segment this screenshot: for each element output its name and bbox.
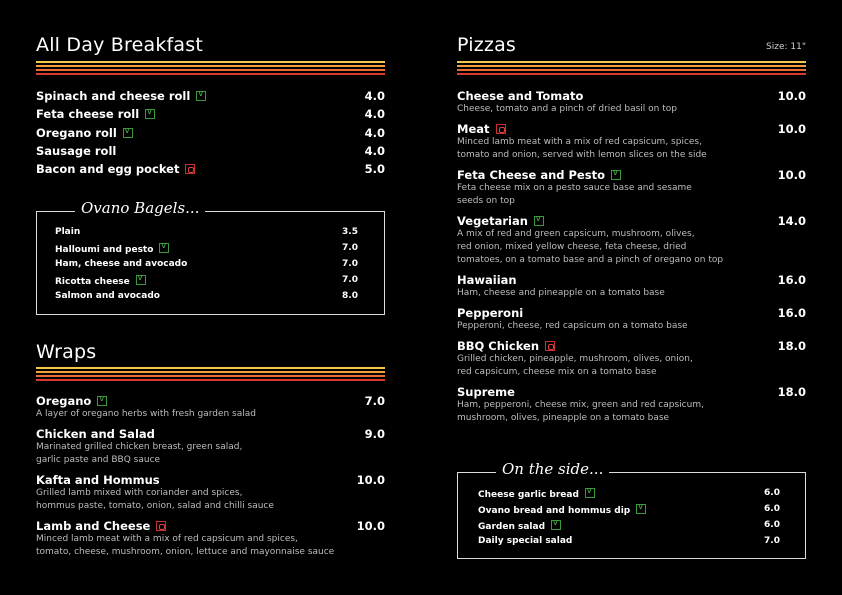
menu-item-side — [478, 504, 780, 518]
item-name — [457, 339, 555, 353]
menu-item-bagel — [55, 227, 358, 241]
item-price: 7.0 — [342, 243, 358, 253]
item-name — [55, 291, 160, 301]
item-name-text: Chicken and Salad — [36, 427, 155, 441]
item-name — [36, 162, 195, 176]
item-price: 4.0 — [364, 143, 385, 158]
menu-item-breakfast — [36, 162, 385, 178]
vegetarian-icon — [196, 91, 206, 101]
item-description: Feta cheese mix on a pesto sauce base and sesame — [457, 183, 692, 193]
item-name-text: BBQ Chicken — [457, 339, 540, 353]
menu-item-side — [478, 520, 780, 534]
item-name-text: Daily special salad — [478, 536, 573, 546]
item-price: 10.0 — [777, 168, 806, 182]
item-name — [55, 259, 187, 269]
vegetarian-icon — [585, 488, 595, 498]
item-price: 10.0 — [777, 89, 806, 103]
item-name-text: Bacon and egg pocket — [36, 162, 180, 177]
item-name-text: Oregano roll — [36, 125, 117, 140]
item-name-text: Lamb and Cheese — [36, 519, 151, 533]
sides-title: On the side... — [496, 460, 609, 478]
item-description: Grilled lamb mixed with coriander and spices, — [36, 488, 243, 498]
item-price: 7.0 — [764, 536, 780, 546]
item-description: red capsicum, cheese mix on a tomato base — [457, 367, 657, 377]
item-description: garlic paste and BBQ sauce — [36, 455, 161, 465]
item-description: tomato, cheese, mushroom, onion, lettuce and mayonnaise sauce — [36, 547, 335, 557]
item-description: Marinated grilled chicken breast, green salad, — [36, 442, 243, 452]
item-name-text: Sausage roll — [36, 143, 117, 158]
item-name — [36, 126, 133, 140]
menu-item-breakfast — [36, 144, 385, 160]
item-name-text: Spinach and cheese roll — [36, 89, 191, 103]
item-price: 10.0 — [356, 519, 385, 533]
sides-box — [457, 460, 806, 559]
item-description: seeds on top — [457, 196, 515, 206]
item-price: 6.0 — [764, 488, 780, 498]
item-price: 16.0 — [777, 306, 806, 320]
item-price: 8.0 — [342, 291, 358, 301]
chef-special-icon — [545, 341, 555, 351]
item-name-text: Feta Cheese and Pesto — [457, 168, 605, 182]
item-price: 6.0 — [764, 504, 780, 514]
item-name-text: Ham, cheese and avocado — [55, 259, 188, 269]
item-price: 7.0 — [342, 259, 358, 269]
item-name-text: Hawaiian — [457, 273, 517, 287]
bagels-title: Ovano Bagels... — [75, 199, 205, 217]
item-name-text: Kafta and Hommus — [36, 473, 160, 487]
vegetarian-icon — [136, 275, 146, 285]
item-name — [457, 89, 583, 103]
vegetarian-icon — [145, 109, 155, 119]
item-price: 18.0 — [777, 339, 806, 353]
item-name-text: Feta cheese roll — [36, 107, 140, 122]
bagels-box — [36, 199, 385, 315]
item-name — [36, 427, 155, 441]
item-name — [36, 394, 107, 408]
item-name-text: Cheese garlic bread — [478, 490, 579, 500]
item-description: Ham, cheese and pineapple on a tomato base — [457, 288, 665, 298]
item-description: A layer of oregano herbs with fresh garden salad — [36, 409, 256, 419]
menu-item-side — [478, 488, 780, 502]
item-name-text: Supreme — [457, 385, 515, 399]
item-name-text: Halloumi and pesto — [55, 245, 154, 255]
item-name-text: Ovano bread and hommus dip — [478, 506, 631, 516]
item-name — [36, 473, 160, 487]
menu-item-bagel — [55, 291, 358, 305]
item-price: 9.0 — [364, 427, 385, 441]
menu-item-breakfast — [36, 89, 385, 105]
item-price: 7.0 — [364, 394, 385, 408]
pizzas-title: Pizzas — [457, 34, 517, 56]
item-price: 10.0 — [777, 122, 806, 136]
item-name — [478, 488, 595, 500]
item-name — [457, 168, 621, 182]
wraps-divider — [36, 367, 385, 381]
item-name-text: Salmon and avocado — [55, 291, 160, 301]
vegetarian-icon — [636, 504, 646, 514]
vegetarian-icon — [97, 396, 107, 406]
item-price: 4.0 — [364, 125, 385, 140]
item-price: 4.0 — [364, 107, 385, 122]
item-name-text: Cheese and Tomato — [457, 89, 584, 103]
vegetarian-icon — [551, 520, 561, 530]
item-name — [55, 243, 169, 255]
item-price: 14.0 — [777, 214, 806, 228]
pizza-size-note: Size: 11" — [766, 42, 806, 52]
item-name-text: Vegetarian — [457, 214, 528, 228]
chef-special-icon — [156, 521, 166, 531]
menu-item-side — [478, 536, 780, 550]
item-name — [36, 89, 206, 103]
item-name-text: Ricotta cheese — [55, 277, 130, 287]
menu-item-bagel — [55, 259, 358, 273]
item-description: tomatoes, on a tomato base and a pinch of oregano on top — [457, 255, 724, 265]
item-description: tomato and onion, served with lemon slices on the side — [457, 150, 707, 160]
item-price: 7.0 — [342, 275, 358, 285]
item-name-text: Plain — [55, 227, 81, 237]
vegetarian-icon — [534, 216, 544, 226]
pizzas-divider — [457, 61, 806, 75]
item-description: mushroom, olives, pineapple on a tomato base — [457, 413, 670, 423]
breakfast-title: All Day Breakfast — [36, 34, 203, 56]
item-price: 16.0 — [777, 273, 806, 287]
item-description: Minced lamb meat with a mix of red capsicum and spices, — [36, 534, 298, 544]
item-price: 10.0 — [356, 473, 385, 487]
vegetarian-icon — [123, 128, 133, 138]
item-description: Minced lamb meat with a mix of red capsicum, spices, — [457, 137, 702, 147]
item-name — [478, 504, 646, 516]
item-name — [36, 519, 166, 533]
item-description: red onion, mixed yellow cheese, feta cheese, dried — [457, 242, 687, 252]
chef-special-icon — [496, 124, 506, 134]
item-price: 4.0 — [364, 89, 385, 103]
item-description: hommus paste, tomato, onion, salad and chilli sauce — [36, 501, 274, 511]
wraps-title: Wraps — [36, 341, 97, 363]
item-name-text: Pepperoni — [457, 306, 524, 320]
vegetarian-icon — [611, 170, 621, 180]
menu-item-bagel — [55, 275, 358, 289]
item-name — [36, 107, 155, 121]
item-name-text: Garden salad — [478, 522, 546, 532]
vegetarian-icon — [159, 243, 169, 253]
menu-item-breakfast — [36, 126, 385, 142]
breakfast-divider — [36, 61, 385, 75]
item-name — [478, 520, 561, 532]
item-price: 18.0 — [777, 385, 806, 399]
item-description: Grilled chicken, pineapple, mushroom, olives, onion, — [457, 354, 693, 364]
item-name — [478, 536, 572, 546]
chef-special-icon — [185, 164, 195, 174]
item-name — [457, 122, 506, 136]
item-description: A mix of red and green capsicum, mushroom, olives, — [457, 229, 695, 239]
item-name — [55, 275, 146, 287]
item-description: Cheese, tomato and a pinch of dried basil on top — [457, 104, 677, 114]
menu-item-bagel — [55, 243, 358, 257]
item-name — [457, 214, 544, 228]
item-description: Pepperoni, cheese, red capsicum on a tomato base — [457, 321, 688, 331]
item-name-text: Meat — [457, 122, 490, 136]
item-price: 5.0 — [364, 162, 385, 177]
item-name — [457, 385, 515, 399]
item-name — [457, 306, 523, 320]
item-name-text: Oregano — [36, 394, 92, 408]
item-name — [55, 227, 80, 237]
item-name — [457, 273, 517, 287]
item-price: 6.0 — [764, 520, 780, 530]
item-description: Ham, pepperoni, cheese mix, green and red capsicum, — [457, 400, 704, 410]
item-name — [36, 144, 116, 158]
item-price: 3.5 — [342, 227, 358, 237]
menu-item-breakfast — [36, 107, 385, 123]
